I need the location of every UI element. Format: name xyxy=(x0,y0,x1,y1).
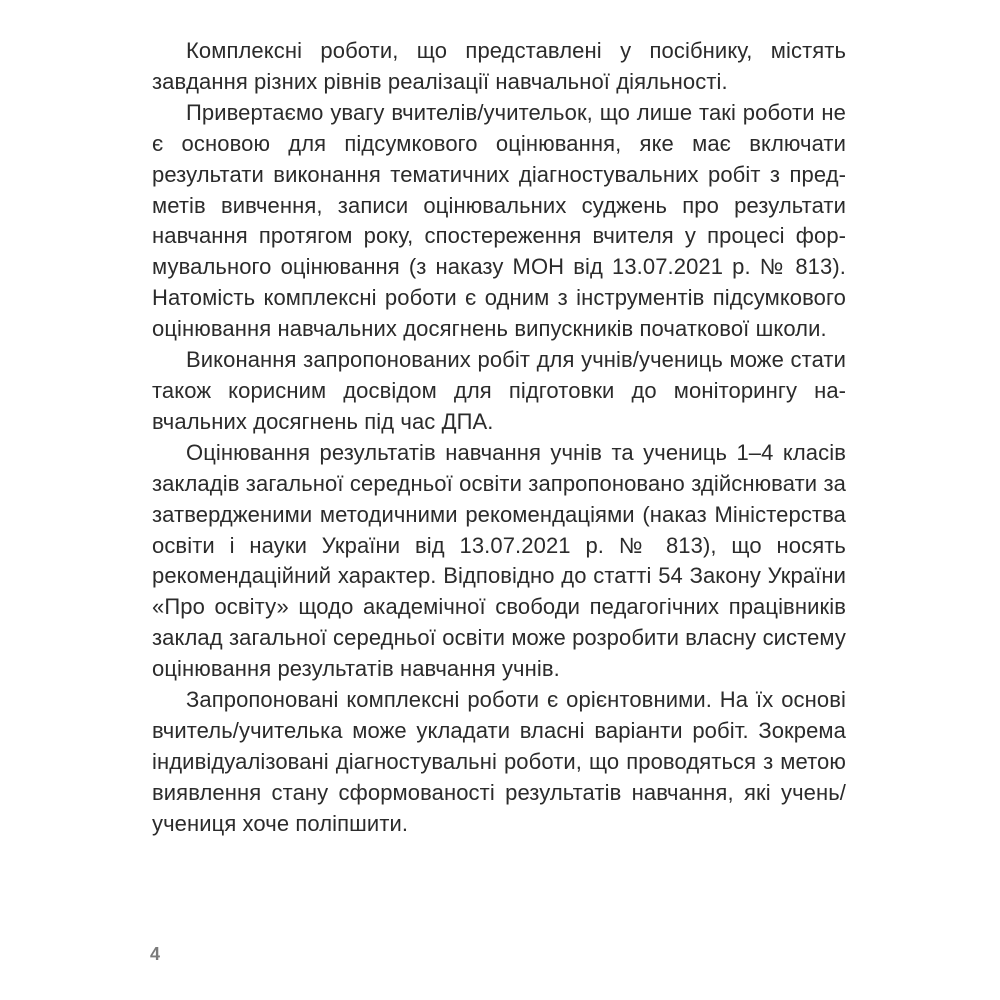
body-text xyxy=(152,36,846,840)
paragraph-4: Оцінювання результатів навчання учнів та учениць 1–4 класів закладів загальної середньої освіти запропоновано здійснювати за затвердженими методичними рекомендаціями (наказ Міністерства освіти і науки України від 13.07.2021 р. № 813), що носять рекомендаційний характер. Відповідно до статті 54 Закону України «Про освіту» щодо академічної свободи педагогічних працівників заклад загальної середньої освіти може розробити власну систему оцінювання результатів навчання учнів. xyxy=(152,439,846,682)
paragraph-1: Комплексні роботи, що представлені у посібнику, містять завдання різних рівнів реалізації навчальної діяльності. xyxy=(152,38,846,94)
paragraph-2: Привертаємо увагу вчителів/учительок, що лише такі роботи не є основою для підсумкового оцінювання, яке має включати результати виконання тематичних діагностувальних робіт з предметів вивчення, записи оцінювальних суджень про результати навчання протягом року, спостереження вчителя у процесі формувального оцінювання (з наказу МОН від 13.07.2021 р. № 813). Натомість комплексні роботи є одним з інструментів підсумкового оцінювання навчальних досягнень випускників початкової школи. xyxy=(152,99,846,342)
paragraph-3: Виконання запропонованих робіт для учнів/учениць може стати також корисним досвідом для підготовки до моніторингу навчальних досягнень під час ДПА. xyxy=(152,347,846,434)
page-number: 4 xyxy=(150,944,161,964)
paragraph-5: Запропоновані комплексні роботи є орієнтовними. На їх основі вчитель/учителька може укладати власні варіанти робіт. Зокрема індивідуалізовані діагностувальні роботи, що проводяться з метою виявлення стану сформованості результатів навчання, які учень/учениця хоче поліпшити. xyxy=(152,687,846,836)
